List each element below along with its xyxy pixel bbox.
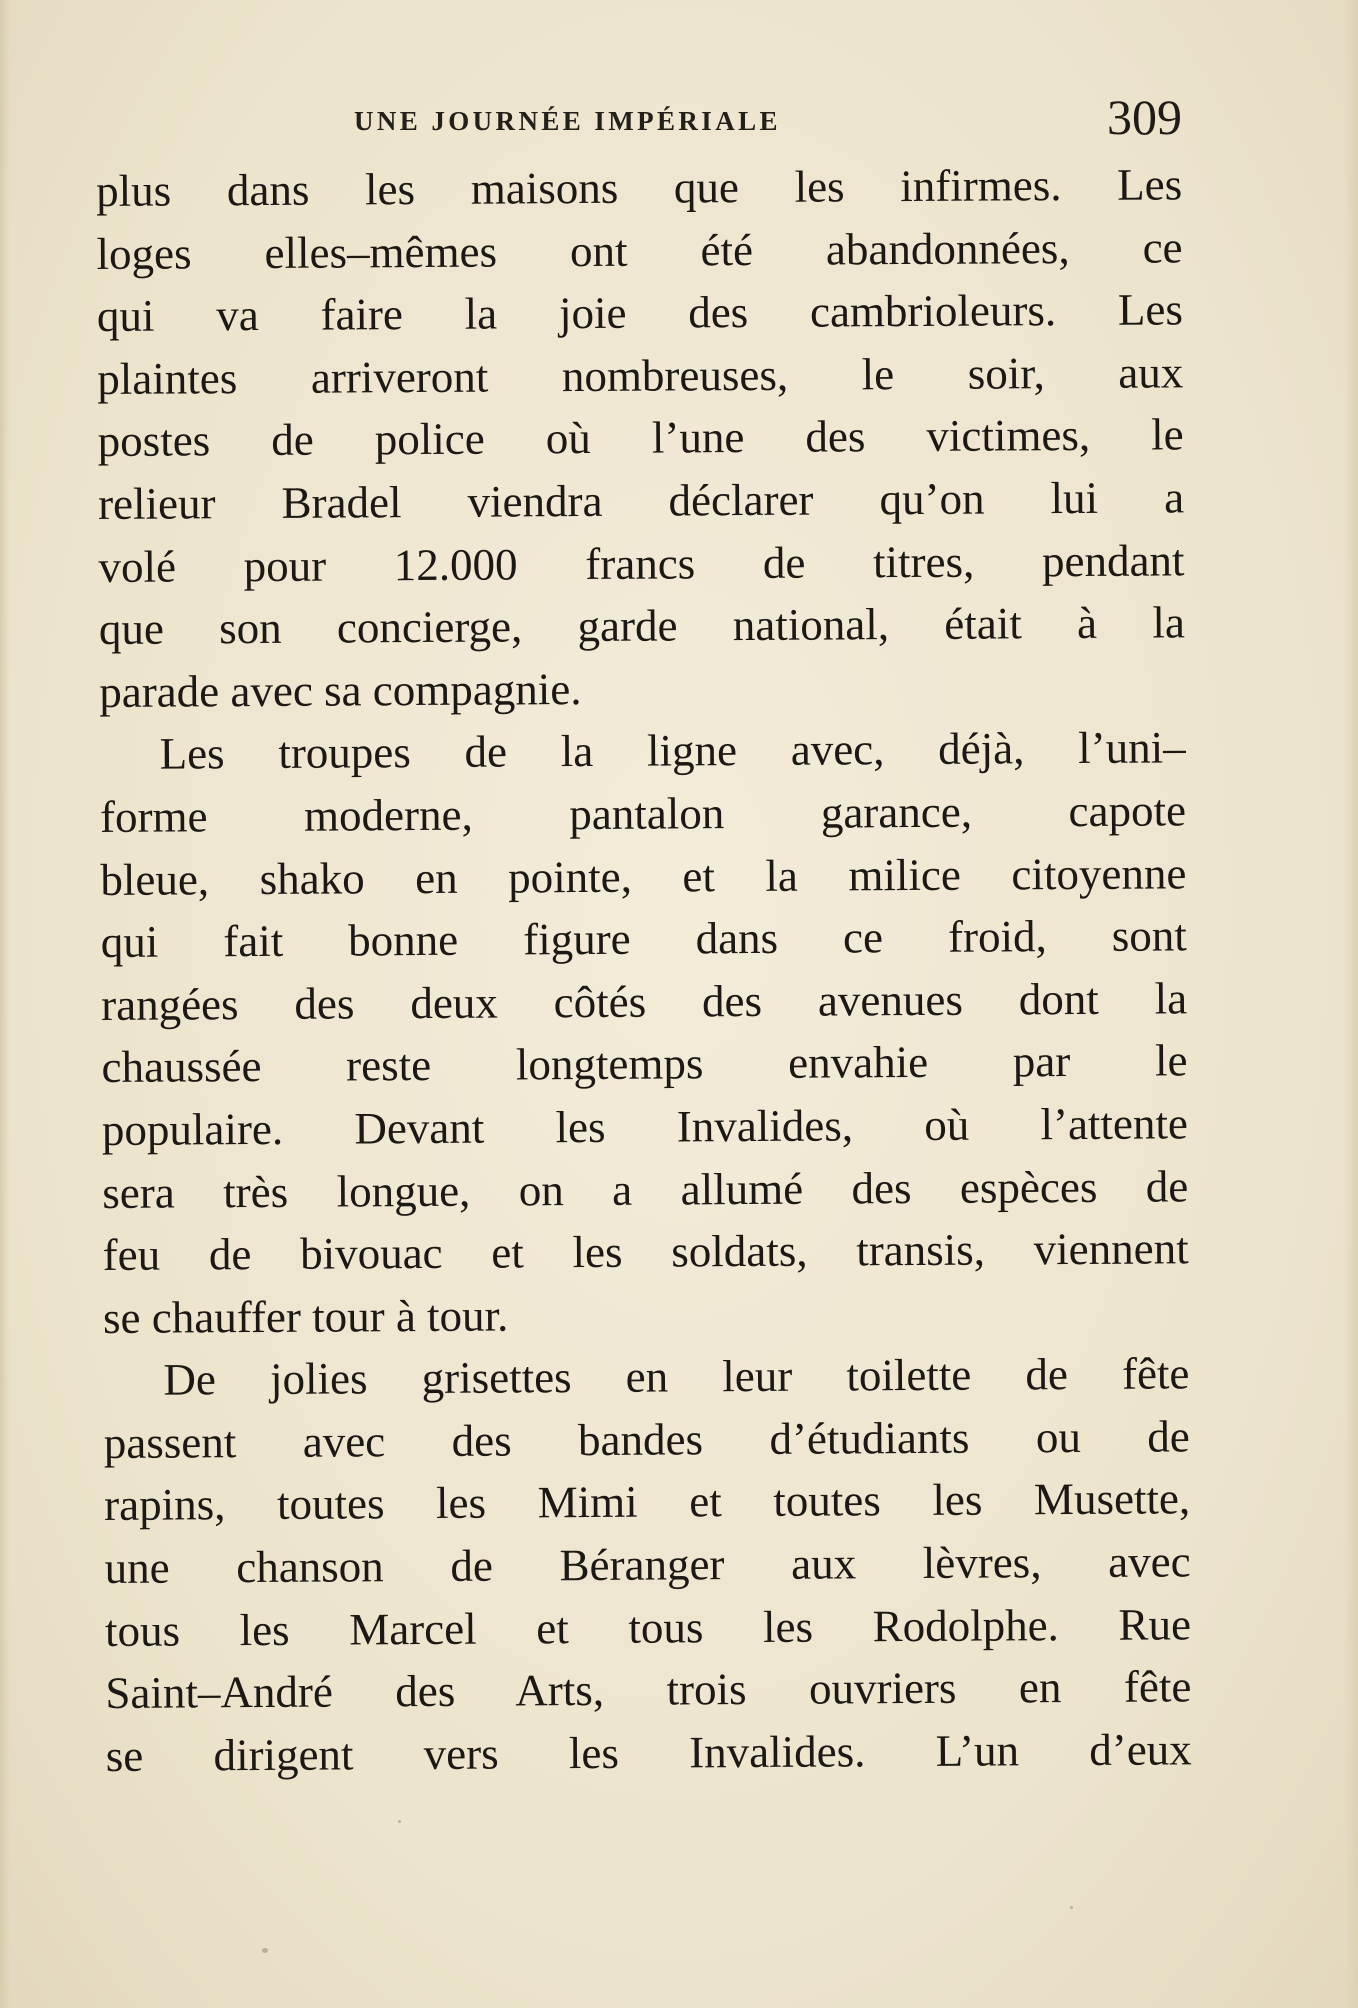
paper-speck [398, 1820, 401, 1823]
text-line: que son concierge, garde national, était à la [98, 597, 1185, 655]
text-line: sera très longue, on a allumé des espèces de [102, 1160, 1189, 1218]
text-line: loges elles–mêmes ont été abandonnées, ce [96, 221, 1183, 279]
text-line: forme moderne, pantalon garance, capote [99, 785, 1187, 842]
paragraph-end-line: parade avec sa compagnie. [99, 663, 582, 717]
running-title: UNE JOURNÉE IMPÉRIALE [354, 106, 781, 136]
text-line: plaintes arriveront nombreuses, le soir, aux [97, 347, 1184, 404]
page-number: 309 [1107, 89, 1182, 145]
paragraph-start-line: Les troupes de la ligne avec, déjà, l’uni– [159, 722, 1186, 779]
text-line: feu de bivouac et les soldats, transis, viennent [102, 1223, 1189, 1281]
text-line: populaire. Devant les Invalides, où l’attente [101, 1098, 1189, 1155]
text-line: une chanson de Béranger aux lèvres, avec [104, 1536, 1191, 1594]
text-line: qui fait bonne figure dans ce froid, sont [100, 910, 1187, 968]
text-line: qui va faire la joie des cambrioleurs. Les [96, 284, 1184, 342]
text-line: relieur Bradel viendra déclarer qu’on lui a [97, 472, 1185, 529]
text-line: rapins, toutes les Mimi et toutes les Musette, [104, 1473, 1191, 1531]
text-line: postes de police où l’une des victimes, le [97, 409, 1184, 467]
text-line: passent avec des bandes d’étudiants ou de [103, 1411, 1190, 1468]
text-line: tous les Marcel et tous les Rodolphe. Rue [104, 1598, 1192, 1656]
running-header [96, 88, 1182, 148]
paper-speck [262, 1948, 268, 1953]
text-line: Saint–André des Arts, trois ouvriers en fête [105, 1661, 1192, 1719]
page-edge-right [1344, 0, 1358, 2008]
paragraph-end-line: se chauffer tour à tour. [102, 1290, 509, 1343]
paper-speck [1070, 1906, 1073, 1909]
text-line: chaussée reste longtemps envahie par le [101, 1035, 1188, 1093]
body-text [96, 153, 1192, 1787]
page-edge-left [0, 0, 10, 2008]
text-line: se dirigent vers les Invalides. L’un d’eux [105, 1724, 1192, 1781]
paragraph-start-line: De jolies grisettes en leur toilette de fête [163, 1348, 1190, 1405]
text-line: volé pour 12.000 francs de titres, pendant [98, 534, 1185, 592]
text-line: rangées des deux côtés des avenues dont la [101, 973, 1188, 1030]
text-line: plus dans les maisons que les infirmes. Les [96, 159, 1183, 216]
text-line: bleue, shako en pointe, et la milice citoyenne [100, 847, 1187, 905]
